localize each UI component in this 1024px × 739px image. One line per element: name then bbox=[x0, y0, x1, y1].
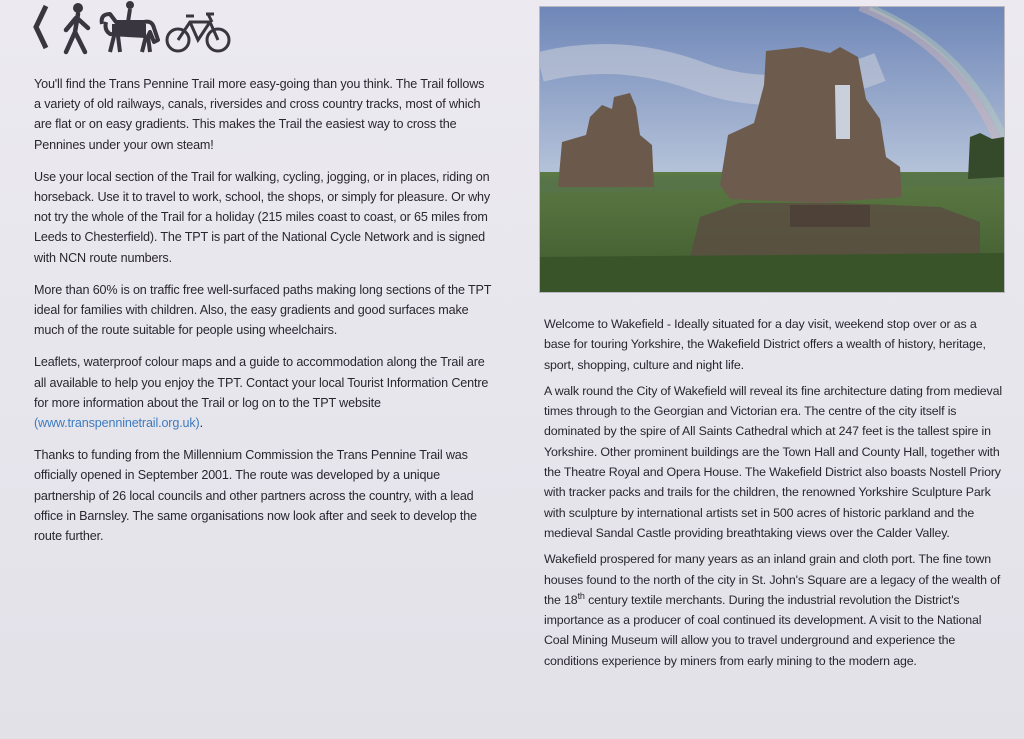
history-text-a: Wakefield prospered for many years as an inland grain and cloth port. The fine town houses found to the north of the city in St. John's Square are a legacy of the wealth of the 18 bbox=[544, 552, 1001, 607]
website-link[interactable]: (www.transpenninetrail.org.uk) bbox=[34, 416, 200, 431]
leaflets-paragraph bbox=[34, 352, 492, 433]
funding-paragraph: Thanks to funding from the Millennium Commission the Trans Pennine Trail was officially opened in September 2001. The route was developed by a unique partnership of 26 local councils and other partners across the country, with a lead office in Barnsley. The same organisations now look after and seek to develop the route further. bbox=[34, 448, 477, 544]
horse-rider-icon bbox=[96, 0, 162, 56]
bicycle-icon bbox=[164, 0, 234, 56]
chevron-left-icon bbox=[30, 0, 52, 56]
city-paragraph: A walk round the City of Wakefield will reveal its fine architecture dating from medieval times through to the Georgian and Victorian era. The centre of the city itself is dominated by the spire of All Saints Cathedral which at 247 feet is the tallest spire in Yorkshire. Other prominent buildings are the Town Hall and County Hall, together with the Theatre Royal and Opera House. The Wakefield District also boasts Nostell Priory with tracker packs and trails for the children, the renowned Yorkshire Sculpture Park with sculpture by international artists set in 500 acres of historic parkland and the medieval Sandal Castle providing breathtaking views over the Calder Valley. bbox=[544, 383, 1002, 540]
trail-information-column bbox=[34, 74, 492, 558]
walker-icon bbox=[58, 0, 96, 56]
intro-paragraph: You'll find the Trans Pennine Trail more easy-going than you think. The Trail follows a variety of old railways, canals, riversides and cross country tracks, most of which are flat or on easy gradients. This makes the Trail the easiest way to cross the Pennines under your own steam! bbox=[34, 77, 485, 152]
trail-icons bbox=[30, 0, 240, 56]
history-text-b: century textile merchants. During the industrial revolution the District's importance as a producer of coal continued its development. A visit to the National Coal Mining Museum will allow you to travel underground and experience the conditions experience by miners from early mining to the modern age. bbox=[544, 592, 982, 668]
accessibility-paragraph: More than 60% is on traffic free well-surfaced paths making long sections of the TPT ideal for families with children. Also, the easy gradients and good surfaces make much of the route suitable for people using wheelchairs. bbox=[34, 282, 492, 338]
castle-ruins-photo bbox=[539, 6, 1005, 293]
history-paragraph bbox=[544, 549, 1004, 671]
welcome-paragraph: Welcome to Wakefield - Ideally situated for a day visit, weekend stop over or as a base for touring Yorkshire, the Wakefield District offers a wealth of history, heritage, sport, shopping, culture and night life. bbox=[544, 317, 986, 372]
ordinal-suffix: th bbox=[577, 590, 585, 601]
wakefield-information-column bbox=[544, 314, 1004, 677]
leaflets-end: . bbox=[199, 416, 203, 431]
usage-paragraph: Use your local section of the Trail for walking, cycling, jogging, or in places, riding on horseback. Use it to travel to work, school, the shops, or simply for pleasure. Or why not try the whole of the Trail for a holiday (215 miles coast to coast, or 65 miles from Leeds to Chesterfield). The TPT is part of the National Cycle Network and is signed with NCN route numbers. bbox=[34, 169, 491, 265]
leaflets-text: Leaflets, waterproof colour maps and a guide to accommodation along the Trail are all available to help you enjoy the TPT. Contact your local Tourist Information Centre for more information about the Trail or log on to the TPT website bbox=[34, 355, 489, 410]
